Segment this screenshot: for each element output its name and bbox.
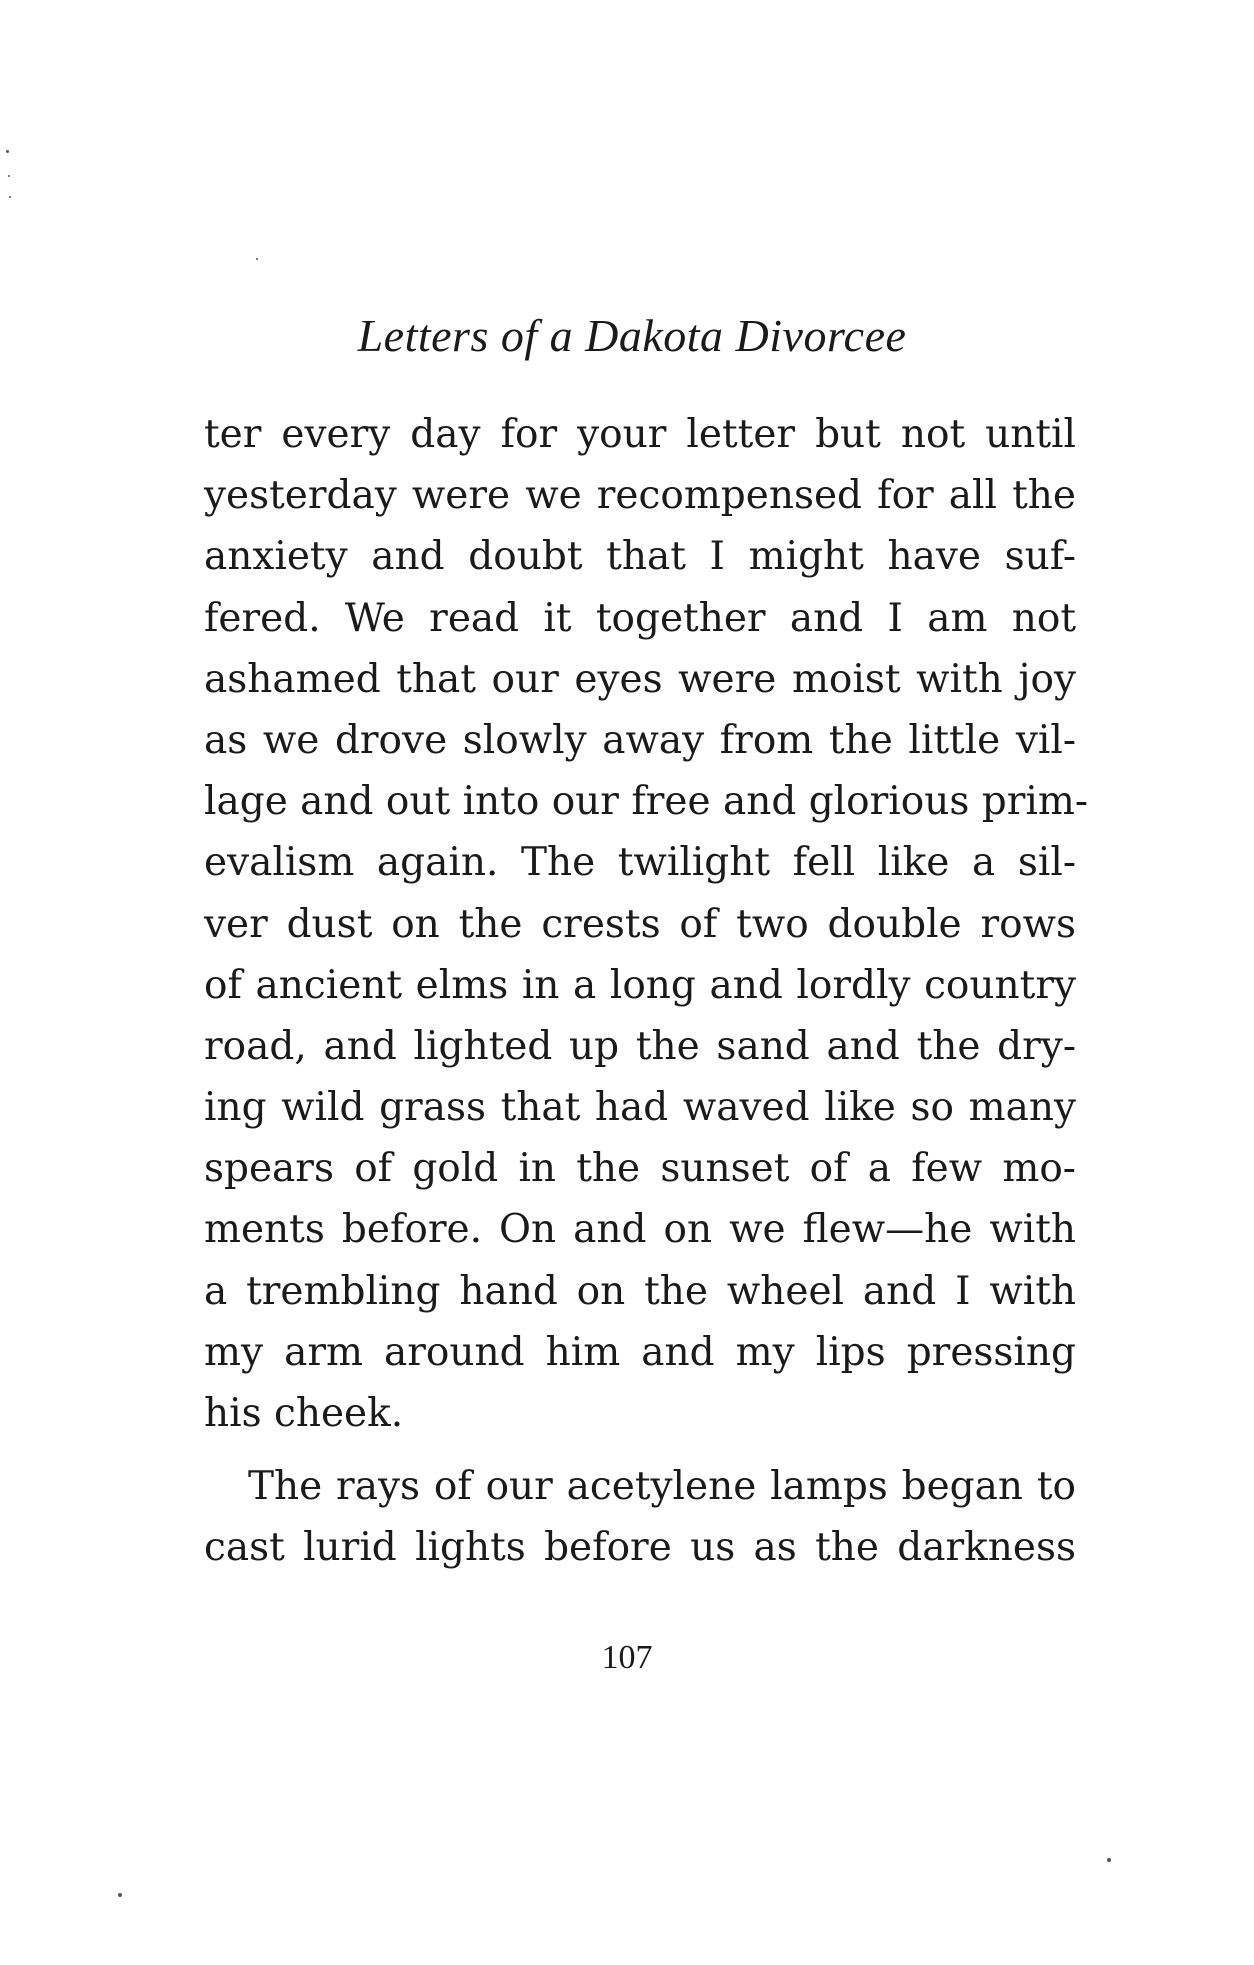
- page-number: 107: [601, 1639, 653, 1676]
- scan-speck: [9, 196, 11, 198]
- text-line: anxiety and doubt that I might have suf-: [204, 534, 1076, 580]
- text-line: my arm around him and my lips pressing: [204, 1329, 1076, 1375]
- text-line: road, and lighted up the sand and the dry-: [204, 1023, 1076, 1069]
- running-head: [0, 308, 1254, 364]
- text-line: a trembling hand on the wheel and I with: [204, 1268, 1076, 1314]
- text-line: ments before. On and on we flew—he with: [204, 1207, 1076, 1253]
- text-line: his cheek.: [204, 1391, 404, 1436]
- scan-speck: [6, 150, 9, 153]
- text-line: lage and out into our free and glorious prim-: [204, 779, 1088, 825]
- text-line: fered. We read it together and I am not: [204, 595, 1076, 641]
- text-line: ter every day for your letter but not until: [204, 412, 1076, 457]
- running-head-title: Letters of a Dakota Divorcee: [357, 310, 907, 361]
- text-line: The rays of our acetylene lamps began to: [248, 1464, 1076, 1510]
- text-line: as we drove slowly away from the little vil-: [204, 717, 1076, 763]
- text-line: ver dust on the crests of two double rows: [204, 901, 1076, 947]
- text-line: yesterday were we recompensed for all the: [204, 473, 1076, 519]
- text-line: cast lurid lights before us as the darkness: [204, 1525, 1076, 1571]
- scan-speck: [1107, 1858, 1111, 1862]
- scan-speck: [256, 258, 258, 260]
- text-line: of ancient elms in a long and lordly country: [204, 962, 1076, 1008]
- scan-speck: [118, 1893, 122, 1897]
- paragraph-gap: [204, 1444, 1076, 1456]
- body-text: [204, 404, 1088, 1579]
- text-line: ashamed that our eyes were moist with joy: [204, 656, 1076, 702]
- scan-speck: [8, 175, 10, 177]
- text-line: ing wild grass that had waved like so many: [204, 1085, 1076, 1131]
- text-line: evalism again. The twilight fell like a sil-: [204, 840, 1076, 886]
- text-line: spears of gold in the sunset of a few mo-: [204, 1146, 1076, 1192]
